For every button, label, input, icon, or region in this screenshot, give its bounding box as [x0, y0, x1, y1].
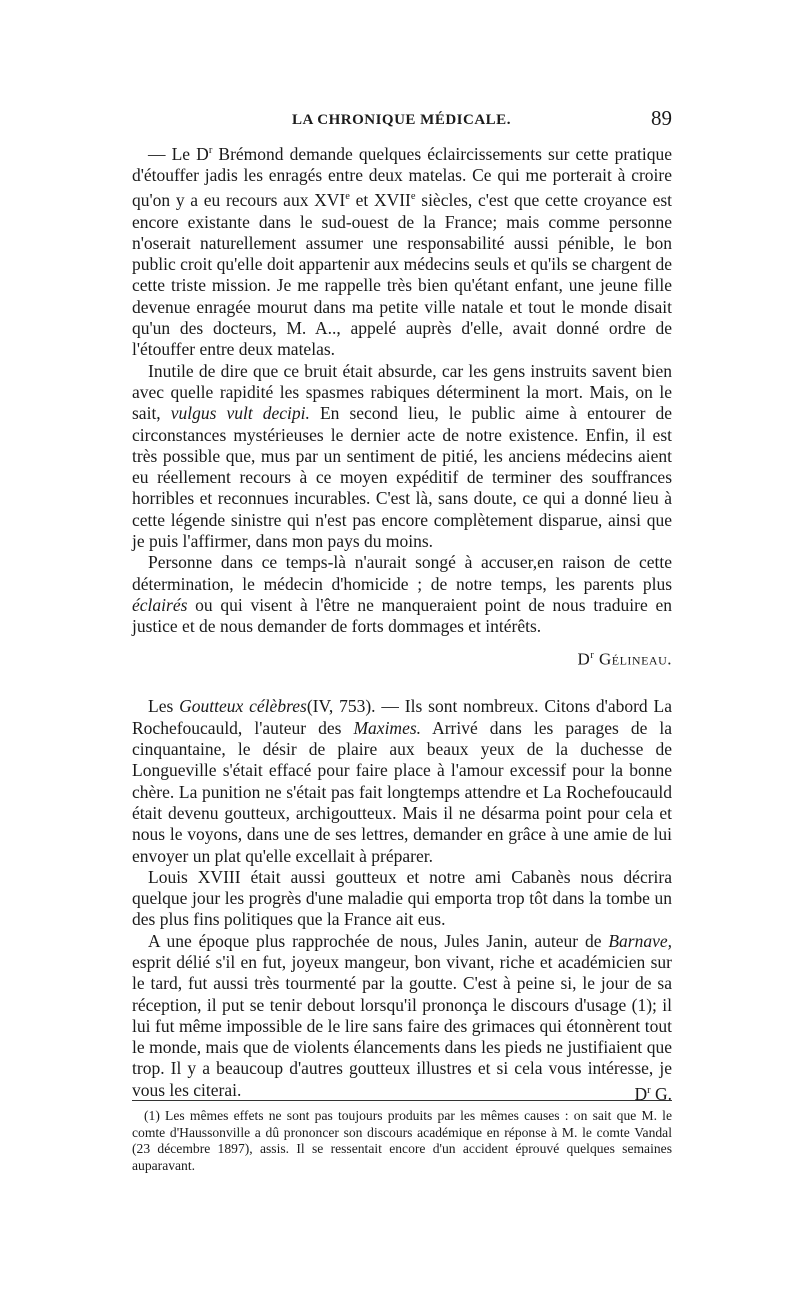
- text-run: En second lieu, le public aime à entourer de circonstances mystérieuses le dernier acte de notre existence. Enfin, il est très possible que, mus par un sentiment de pitié, les anciens médecins aient eu réellement recours à ce moyen expéditif de terminer des souffrances horribles et reconnues incurables. C'est là, sans doute, ce qui a donné lieu à cette légende sinistre qui n'est pas encore complètement disparue, ainsi que je puis l'affirmer, dans mon pays du moins.: [132, 403, 672, 551]
- signature-text: D: [634, 1083, 648, 1104]
- article2-paragraph-1: [132, 696, 672, 866]
- signature-name: Gélineau.: [594, 650, 672, 670]
- text-run: siècles, c'est que cette croyance est encore existante dans le sud-ouest de la France; mais comme personne n'oserait naturellement assumer une responsabilité aussi pénible, le bon public croit qu'elle doit appartenir aux médecins seuls et qu'ils se chargent de cette triste mission. Je me rappelle très bien qu'étant enfant, une jeune fille devenue enragée mourut dans ma petite ville natale et tout le monde disait qu'un des docteurs, M. A.., appelé auprès d'elle, avait donné ordre de l'étouffer entre deux matelas.: [132, 190, 673, 360]
- text-run: (IV, 753). — Ils sont nombreux. Citons d'abord La Rochefoucauld, l'auteur des: [132, 696, 672, 738]
- text-run: Brémond demande quelques éclaircissements sur cette pratique d'étouffer jadis les enragés entre deux matelas. Ce qui me porterait à croire qu'on y a eu recours aux XVI: [132, 143, 672, 211]
- signature-text: D: [577, 650, 591, 670]
- text-run: Les: [148, 696, 180, 717]
- latin-quote: vulgus vult decipi.: [170, 403, 310, 424]
- text-run: Personne dans ce temps-là n'aurait songé à accuser,en raison de cette détermination, le médecin d'homicide ; de notre temps, les parents plus: [132, 552, 672, 594]
- text-run: Inutile de dire que ce bruit était absurde, car les gens instruits savent bien avec quelle rapidité les spasmes rabiques déterminent la mort. Mais, on le sait,: [132, 360, 672, 424]
- section-gap: [132, 670, 672, 696]
- article-title: Goutteux célèbres: [179, 696, 307, 717]
- superscript: r: [208, 145, 213, 156]
- superscript: r: [590, 650, 595, 662]
- italic-word: Barnave,: [608, 930, 672, 951]
- italic-word: éclairés: [132, 594, 188, 615]
- italic-word: Maximes.: [353, 717, 422, 738]
- page-number: 89: [651, 106, 672, 130]
- text-run: — Le D: [148, 143, 209, 164]
- article2-paragraph-3: [132, 930, 672, 1104]
- text-run: A une époque plus rapprochée de nous, Jules Janin, auteur de: [148, 930, 609, 951]
- superscript: e: [345, 191, 350, 203]
- footnote: (1) Les mêmes effets ne sont pas toujours produits par les mêmes causes : on sait que M. le comte d'Haussonville a dû prononcer son discours académique en réponse à M. le comte Vandal (23 décembre 1897), assis. Il se ressentait encore d'un accident éprouvé quelques semaines auparavant.: [132, 1108, 672, 1173]
- text-run: Arrivé dans les parages de la cinquantaine, le désir de plaire aux beaux yeux de la duchesse de Longueville s'était effacé pour faire place à l'amour excessif pour la bonne chère. La punition ne s'était pas fait longtemps attendre et La Rochefoucauld était devenu goutteux, archigoutteux. Mais il ne désarma point pour cela et nous le voyons, dans une de ses lettres, demander en grâce à une amie de lui envoyer un plat qu'elle excellait à préparer.: [132, 717, 673, 866]
- article2-signature: [618, 1080, 672, 1105]
- article1-paragraph-3: [132, 552, 672, 637]
- article1-signature: [132, 645, 672, 670]
- article2-paragraph-2: Louis XVIII était aussi goutteux et notre ami Cabanès nous décrira quelque jour les progrès d'une maladie qui emporta trop tôt dans la tombe un des plus fins politiques que la France ait eus.: [132, 866, 672, 930]
- superscript: r: [647, 1084, 651, 1096]
- page-header: [132, 104, 672, 134]
- running-title: LA CHRONIQUE MÉDICALE.: [292, 112, 511, 128]
- signature-name: G.: [650, 1083, 672, 1104]
- body-text: [132, 140, 672, 1105]
- text-run: et XVII: [349, 190, 411, 211]
- article1-paragraph-2: [132, 361, 672, 553]
- footnote-rule: [132, 1100, 672, 1101]
- superscript: e: [410, 191, 416, 203]
- text-run: esprit délié s'il en fut, joyeux mangeur, bon vivant, riche et académicien sur le tard, fut aussi très tourmenté par la goutte. C'est à peine si, le jour de sa réception, il put se tenir debout lorsqu'il prononça le discours d'usage (1); il lui fut même impossible de le lire sans faire des grimaces qui étonnèrent tout le monde, mais que de violents élancements dans les pieds ne justifiaient que trop. Il y a beaucoup d'autres goutteux illustres et si cela vous intéresse, je vous les citerai.: [132, 952, 672, 1100]
- article1-paragraph-1: [132, 140, 672, 361]
- text-run: ou qui visent à l'être ne manqueraient point de nous traduire en justice et de nous demander de forts dommages et intérêts.: [132, 594, 672, 637]
